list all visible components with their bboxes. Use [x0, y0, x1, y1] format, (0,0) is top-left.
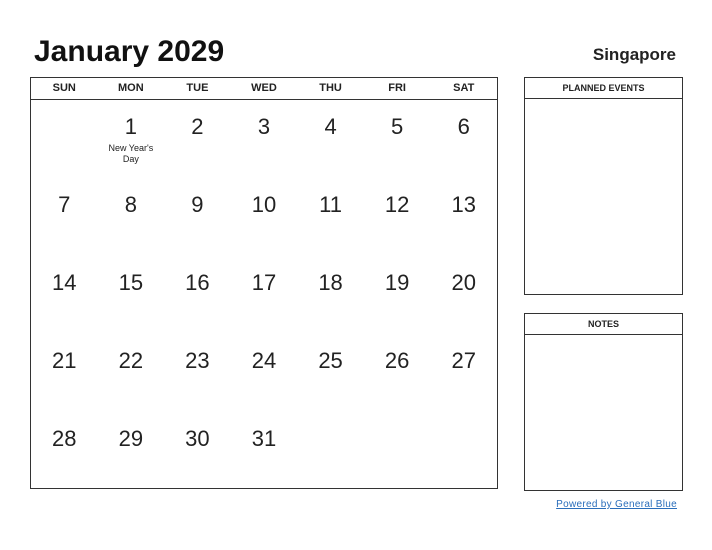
day-number: 20 [451, 270, 476, 295]
day-cell [297, 178, 364, 256]
day-cell [231, 178, 298, 256]
day-number: 16 [185, 270, 210, 295]
empty-day-cell [31, 100, 98, 178]
day-number: 7 [58, 192, 71, 217]
calendar-grid [30, 77, 498, 489]
day-number: 22 [118, 348, 144, 373]
day-number: 23 [185, 348, 210, 373]
day-cell [98, 178, 165, 256]
day-number: 28 [52, 426, 77, 451]
day-number: 11 [319, 192, 342, 217]
day-number: 15 [118, 270, 144, 295]
day-number: 25 [318, 348, 343, 373]
day-number: 5 [391, 114, 404, 139]
calendar-title: January 2029 [34, 35, 225, 68]
day-cell [98, 412, 165, 490]
day-cell [364, 256, 431, 334]
weekday-fri: FRI [388, 82, 406, 94]
day-number: 14 [52, 270, 77, 295]
day-cell [31, 412, 98, 490]
day-cell [364, 178, 431, 256]
day-number: 18 [318, 270, 343, 295]
day-number: 4 [324, 114, 337, 139]
planned-events-panel [524, 77, 683, 295]
country-label: Singapore [592, 45, 676, 64]
day-cell [98, 334, 165, 412]
day-cell [430, 334, 497, 412]
day-number: 30 [185, 426, 210, 451]
day-number: 12 [384, 192, 410, 217]
day-cell [164, 412, 231, 490]
calendar-days [31, 100, 497, 490]
powered-by-link[interactable]: Powered by General Blue [556, 499, 677, 510]
holiday-label: New Year's Day [108, 143, 154, 164]
day-cell [231, 334, 298, 412]
weekday-sun: SUN [52, 82, 76, 94]
weekday-wed: WED [251, 82, 277, 94]
weekday-header [31, 78, 497, 100]
day-number: 10 [251, 192, 277, 217]
day-number: 27 [451, 348, 476, 373]
day-cell [364, 334, 431, 412]
day-cell [231, 100, 298, 178]
day-number: 9 [191, 192, 204, 217]
day-cell [364, 100, 431, 178]
day-cell [297, 256, 364, 334]
day-number: 24 [251, 348, 277, 373]
day-cell [31, 178, 98, 256]
day-number: 26 [384, 348, 410, 373]
day-cell [231, 256, 298, 334]
day-cell [297, 334, 364, 412]
day-number: 6 [457, 114, 470, 139]
day-cell [98, 100, 165, 178]
day-number: 8 [124, 192, 137, 217]
day-number: 21 [52, 348, 77, 373]
day-cell [430, 256, 497, 334]
day-number: 2 [191, 114, 204, 139]
planned-events-title: PLANNED EVENTS [525, 78, 682, 99]
day-number: 1 [124, 114, 137, 139]
day-cell [430, 178, 497, 256]
day-cell [164, 100, 231, 178]
notes-title: NOTES [525, 314, 682, 335]
day-number: 31 [251, 426, 277, 451]
day-cell [231, 412, 298, 490]
weekday-tue: TUE [186, 82, 209, 94]
day-number: 29 [118, 426, 144, 451]
day-cell [430, 100, 497, 178]
day-number: 17 [251, 270, 277, 295]
day-cell [164, 334, 231, 412]
day-cell [98, 256, 165, 334]
day-cell [164, 178, 231, 256]
day-cell [31, 334, 98, 412]
day-number: 3 [257, 114, 271, 139]
day-cell [297, 100, 364, 178]
notes-panel [524, 313, 683, 491]
day-cell [31, 256, 98, 334]
weekday-thu: THU [319, 82, 342, 94]
day-number: 19 [384, 270, 410, 295]
day-number: 13 [451, 192, 476, 217]
weekday-sat: SAT [453, 82, 475, 94]
day-cell [164, 256, 231, 334]
weekday-mon: MON [118, 82, 144, 94]
